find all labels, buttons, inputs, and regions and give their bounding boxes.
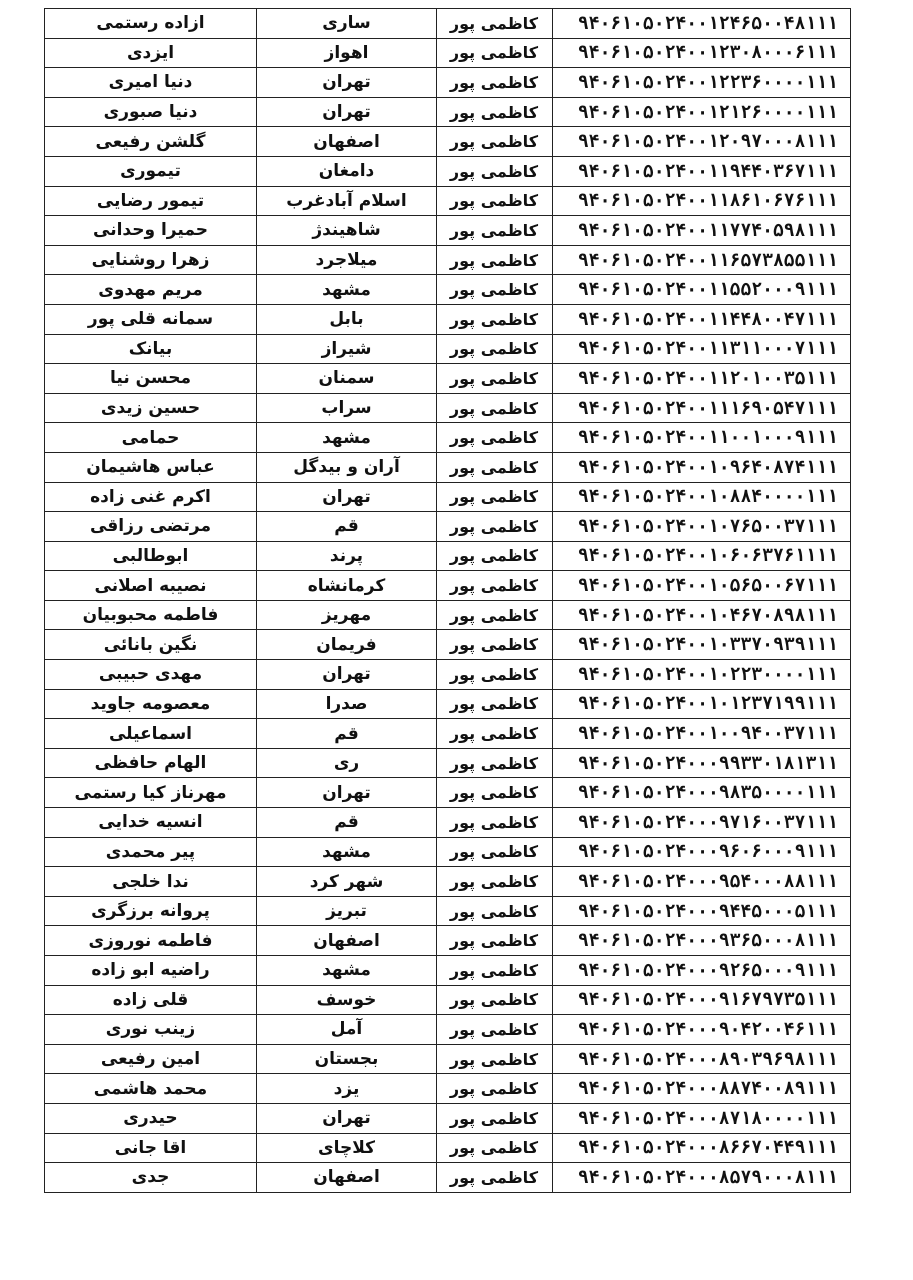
code-cell: ۹۴۰۶۱۰۵۰۲۴۰۰۱۱۱۶۹۰۵۴۷۱۱۱ — [553, 393, 851, 423]
first-name-cell: راضیه ابو زاده — [45, 956, 257, 986]
city-cell: بابل — [257, 304, 437, 334]
table-row — [45, 541, 851, 571]
code-cell: ۹۴۰۶۱۰۵۰۲۴۰۰۱۰۸۸۴۰۰۰۰۱۱۱ — [553, 482, 851, 512]
first-name-cell: حیدری — [45, 1103, 257, 1133]
last-name-cell: کاظمی پور — [437, 304, 553, 334]
first-name-cell: مهرناز کیا رستمی — [45, 778, 257, 808]
city-cell: شیراز — [257, 334, 437, 364]
first-name-cell: دنیا امیری — [45, 68, 257, 98]
city-cell: آران و بیدگل — [257, 452, 437, 482]
first-name-cell: گلشن رفیعی — [45, 127, 257, 157]
code-cell: ۹۴۰۶۱۰۵۰۲۴۰۰۰۹۰۴۲۰۰۴۶۱۱۱ — [553, 1015, 851, 1045]
city-cell: یزد — [257, 1074, 437, 1104]
first-name-cell: نگین بانائی — [45, 630, 257, 660]
first-name-cell: زینب نوری — [45, 1015, 257, 1045]
last-name-cell: کاظمی پور — [437, 1015, 553, 1045]
last-name-cell: کاظمی پور — [437, 186, 553, 216]
code-cell: ۹۴۰۶۱۰۵۰۲۴۰۰۰۹۶۰۶۰۰۰۹۱۱۱ — [553, 837, 851, 867]
code-cell: ۹۴۰۶۱۰۵۰۲۴۰۰۰۹۷۱۶۰۰۳۷۱۱۱ — [553, 808, 851, 838]
city-cell: کرمانشاه — [257, 571, 437, 601]
code-cell: ۹۴۰۶۱۰۵۰۲۴۰۰۰۸۵۷۹۰۰۰۸۱۱۱ — [553, 1163, 851, 1193]
city-cell: سمنان — [257, 364, 437, 394]
last-name-cell: کاظمی پور — [437, 748, 553, 778]
first-name-cell: الهام حافظی — [45, 748, 257, 778]
city-cell: خوسف — [257, 985, 437, 1015]
last-name-cell: کاظمی پور — [437, 512, 553, 542]
first-name-cell: ابوطالبی — [45, 541, 257, 571]
city-cell: اسلام آبادغرب — [257, 186, 437, 216]
city-cell: صدرا — [257, 689, 437, 719]
last-name-cell: کاظمی پور — [437, 1074, 553, 1104]
first-name-cell: زهرا روشنایی — [45, 245, 257, 275]
last-name-cell: کاظمی پور — [437, 1133, 553, 1163]
last-name-cell: کاظمی پور — [437, 364, 553, 394]
city-cell: شاهیندژ — [257, 216, 437, 246]
city-cell: تهران — [257, 482, 437, 512]
city-cell: کلاچای — [257, 1133, 437, 1163]
code-cell: ۹۴۰۶۱۰۵۰۲۴۰۰۰۸۷۱۸۰۰۰۰۱۱۱ — [553, 1103, 851, 1133]
table-row — [45, 452, 851, 482]
first-name-cell: اقا جانی — [45, 1133, 257, 1163]
city-cell: اصفهان — [257, 127, 437, 157]
table-row — [45, 1133, 851, 1163]
first-name-cell: عباس هاشیمان — [45, 452, 257, 482]
city-cell: قم — [257, 512, 437, 542]
code-cell: ۹۴۰۶۱۰۵۰۲۴۰۰۱۲۴۶۵۰۰۴۸۱۱۱ — [553, 9, 851, 39]
code-cell: ۹۴۰۶۱۰۵۰۲۴۰۰۱۰۳۳۷۰۹۳۹۱۱۱ — [553, 630, 851, 660]
city-cell: ساری — [257, 9, 437, 39]
last-name-cell: کاظمی پور — [437, 541, 553, 571]
last-name-cell: کاظمی پور — [437, 571, 553, 601]
code-cell: ۹۴۰۶۱۰۵۰۲۴۰۰۱۲۰۹۷۰۰۰۸۱۱۱ — [553, 127, 851, 157]
table-row — [45, 926, 851, 956]
city-cell: تهران — [257, 97, 437, 127]
first-name-cell: مهدی حبیبی — [45, 660, 257, 690]
code-cell: ۹۴۰۶۱۰۵۰۲۴۰۰۱۰۱۲۳۷۱۹۹۱۱۱ — [553, 689, 851, 719]
first-name-cell: حمامی — [45, 423, 257, 453]
city-cell: قم — [257, 719, 437, 749]
code-cell: ۹۴۰۶۱۰۵۰۲۴۰۰۰۹۱۶۷۹۷۳۵۱۱۱ — [553, 985, 851, 1015]
first-name-cell: نصیبه اصلانی — [45, 571, 257, 601]
city-cell: فریمان — [257, 630, 437, 660]
table-row — [45, 245, 851, 275]
table-row — [45, 600, 851, 630]
code-cell: ۹۴۰۶۱۰۵۰۲۴۰۰۱۱۳۱۱۰۰۰۷۱۱۱ — [553, 334, 851, 364]
last-name-cell: کاظمی پور — [437, 245, 553, 275]
code-cell: ۹۴۰۶۱۰۵۰۲۴۰۰۱۲۳۰۸۰۰۰۶۱۱۱ — [553, 38, 851, 68]
table-row — [45, 1163, 851, 1193]
city-cell: تبریز — [257, 896, 437, 926]
table-row — [45, 186, 851, 216]
code-cell: ۹۴۰۶۱۰۵۰۲۴۰۰۱۰۵۶۵۰۰۶۷۱۱۱ — [553, 571, 851, 601]
first-name-cell: پروانه برزگری — [45, 896, 257, 926]
city-cell: مشهد — [257, 275, 437, 305]
table-row — [45, 423, 851, 453]
table-row — [45, 9, 851, 39]
data-table — [44, 8, 851, 1193]
first-name-cell: معصومه جاوید — [45, 689, 257, 719]
last-name-cell: کاظمی پور — [437, 423, 553, 453]
table-row — [45, 660, 851, 690]
first-name-cell: بیانک — [45, 334, 257, 364]
last-name-cell: کاظمی پور — [437, 393, 553, 423]
city-cell: بجستان — [257, 1044, 437, 1074]
table-row — [45, 68, 851, 98]
last-name-cell: کاظمی پور — [437, 956, 553, 986]
table-row — [45, 1015, 851, 1045]
first-name-cell: پیر محمدی — [45, 837, 257, 867]
last-name-cell: کاظمی پور — [437, 1103, 553, 1133]
last-name-cell: کاظمی پور — [437, 808, 553, 838]
last-name-cell: کاظمی پور — [437, 600, 553, 630]
code-cell: ۹۴۰۶۱۰۵۰۲۴۰۰۱۰۶۰۶۳۷۶۱۱۱۱ — [553, 541, 851, 571]
last-name-cell: کاظمی پور — [437, 97, 553, 127]
city-cell: قم — [257, 808, 437, 838]
code-cell: ۹۴۰۶۱۰۵۰۲۴۰۰۰۹۹۳۳۰۱۸۱۳۱۱ — [553, 748, 851, 778]
table-row — [45, 689, 851, 719]
first-name-cell: ایزدی — [45, 38, 257, 68]
city-cell: شهر کرد — [257, 867, 437, 897]
first-name-cell: اکرم غنی زاده — [45, 482, 257, 512]
code-cell: ۹۴۰۶۱۰۵۰۲۴۰۰۰۸۸۷۴۰۰۸۹۱۱۱ — [553, 1074, 851, 1104]
table-row — [45, 719, 851, 749]
first-name-cell: سمانه قلی پور — [45, 304, 257, 334]
table-row — [45, 896, 851, 926]
code-cell: ۹۴۰۶۱۰۵۰۲۴۰۰۱۱۴۴۸۰۰۴۷۱۱۱ — [553, 304, 851, 334]
city-cell: پرند — [257, 541, 437, 571]
last-name-cell: کاظمی پور — [437, 334, 553, 364]
code-cell: ۹۴۰۶۱۰۵۰۲۴۰۰۱۱۶۵۷۳۸۵۵۱۱۱ — [553, 245, 851, 275]
table-row — [45, 38, 851, 68]
code-cell: ۹۴۰۶۱۰۵۰۲۴۰۰۱۱۰۰۱۰۰۰۹۱۱۱ — [553, 423, 851, 453]
first-name-cell: فاطمه محبوبیان — [45, 600, 257, 630]
document-sheet — [44, 8, 850, 1193]
last-name-cell: کاظمی پور — [437, 1044, 553, 1074]
first-name-cell: حسین زیدی — [45, 393, 257, 423]
city-cell: مشهد — [257, 956, 437, 986]
code-cell: ۹۴۰۶۱۰۵۰۲۴۰۰۰۹۳۶۵۰۰۰۸۱۱۱ — [553, 926, 851, 956]
first-name-cell: دنیا صبوری — [45, 97, 257, 127]
last-name-cell: کاظمی پور — [437, 1163, 553, 1193]
city-cell: اهواز — [257, 38, 437, 68]
first-name-cell: قلی زاده — [45, 985, 257, 1015]
last-name-cell: کاظمی پور — [437, 867, 553, 897]
first-name-cell: فاطمه نوروزی — [45, 926, 257, 956]
last-name-cell: کاظمی پور — [437, 216, 553, 246]
first-name-cell: تیمور رضایی — [45, 186, 257, 216]
city-cell: مشهد — [257, 423, 437, 453]
code-cell: ۹۴۰۶۱۰۵۰۲۴۰۰۱۱۷۷۴۰۵۹۸۱۱۱ — [553, 216, 851, 246]
city-cell: آمل — [257, 1015, 437, 1045]
table-row — [45, 1044, 851, 1074]
table-body — [45, 9, 851, 1193]
first-name-cell: ندا خلجی — [45, 867, 257, 897]
last-name-cell: کاظمی پور — [437, 127, 553, 157]
code-cell: ۹۴۰۶۱۰۵۰۲۴۰۰۱۱۹۴۴۰۳۶۷۱۱۱ — [553, 156, 851, 186]
last-name-cell: کاظمی پور — [437, 68, 553, 98]
last-name-cell: کاظمی پور — [437, 275, 553, 305]
last-name-cell: کاظمی پور — [437, 778, 553, 808]
table-row — [45, 808, 851, 838]
first-name-cell: محمد هاشمی — [45, 1074, 257, 1104]
city-cell: دامغان — [257, 156, 437, 186]
code-cell: ۹۴۰۶۱۰۵۰۲۴۰۰۱۰۹۶۴۰۸۷۴۱۱۱ — [553, 452, 851, 482]
first-name-cell: محسن نیا — [45, 364, 257, 394]
table-row — [45, 571, 851, 601]
table-row — [45, 867, 851, 897]
city-cell: سراب — [257, 393, 437, 423]
code-cell: ۹۴۰۶۱۰۵۰۲۴۰۰۰۸۶۶۷۰۴۴۹۱۱۱ — [553, 1133, 851, 1163]
city-cell: تهران — [257, 660, 437, 690]
last-name-cell: کاظمی پور — [437, 9, 553, 39]
table-row — [45, 127, 851, 157]
table-row — [45, 393, 851, 423]
last-name-cell: کاظمی پور — [437, 985, 553, 1015]
city-cell: میلاجرد — [257, 245, 437, 275]
code-cell: ۹۴۰۶۱۰۵۰۲۴۰۰۱۲۲۳۶۰۰۰۰۱۱۱ — [553, 68, 851, 98]
code-cell: ۹۴۰۶۱۰۵۰۲۴۰۰۰۹۵۴۰۰۰۸۸۱۱۱ — [553, 867, 851, 897]
last-name-cell: کاظمی پور — [437, 38, 553, 68]
code-cell: ۹۴۰۶۱۰۵۰۲۴۰۰۱۱۲۰۱۰۰۳۵۱۱۱ — [553, 364, 851, 394]
table-row — [45, 778, 851, 808]
code-cell: ۹۴۰۶۱۰۵۰۲۴۰۰۰۹۲۶۵۰۰۰۹۱۱۱ — [553, 956, 851, 986]
table-row — [45, 275, 851, 305]
city-cell: تهران — [257, 68, 437, 98]
table-row — [45, 156, 851, 186]
last-name-cell: کاظمی پور — [437, 689, 553, 719]
first-name-cell: انسیه خدایی — [45, 808, 257, 838]
last-name-cell: کاظمی پور — [437, 926, 553, 956]
table-row — [45, 216, 851, 246]
table-row — [45, 334, 851, 364]
table-row — [45, 512, 851, 542]
table-row — [45, 837, 851, 867]
first-name-cell: مرتضی رزاقی — [45, 512, 257, 542]
code-cell: ۹۴۰۶۱۰۵۰۲۴۰۰۱۱۸۶۱۰۶۷۶۱۱۱ — [553, 186, 851, 216]
code-cell: ۹۴۰۶۱۰۵۰۲۴۰۰۱۰۷۶۵۰۰۳۷۱۱۱ — [553, 512, 851, 542]
code-cell: ۹۴۰۶۱۰۵۰۲۴۰۰۱۲۱۲۶۰۰۰۰۱۱۱ — [553, 97, 851, 127]
table-row — [45, 97, 851, 127]
last-name-cell: کاظمی پور — [437, 630, 553, 660]
last-name-cell: کاظمی پور — [437, 719, 553, 749]
first-name-cell: ازاده رستمی — [45, 9, 257, 39]
first-name-cell: امین رفیعی — [45, 1044, 257, 1074]
first-name-cell: اسماعیلی — [45, 719, 257, 749]
code-cell: ۹۴۰۶۱۰۵۰۲۴۰۰۱۰۴۶۷۰۸۹۸۱۱۱ — [553, 600, 851, 630]
last-name-cell: کاظمی پور — [437, 482, 553, 512]
first-name-cell: تیموری — [45, 156, 257, 186]
code-cell: ۹۴۰۶۱۰۵۰۲۴۰۰۱۰۲۲۳۰۰۰۰۱۱۱ — [553, 660, 851, 690]
table-row — [45, 985, 851, 1015]
city-cell: مهریز — [257, 600, 437, 630]
code-cell: ۹۴۰۶۱۰۵۰۲۴۰۰۰۹۸۳۵۰۰۰۰۱۱۱ — [553, 778, 851, 808]
city-cell: اصفهان — [257, 1163, 437, 1193]
code-cell: ۹۴۰۶۱۰۵۰۲۴۰۰۰۸۹۰۳۹۶۹۸۱۱۱ — [553, 1044, 851, 1074]
city-cell: ری — [257, 748, 437, 778]
first-name-cell: مریم مهدوی — [45, 275, 257, 305]
table-row — [45, 482, 851, 512]
table-row — [45, 1103, 851, 1133]
table-row — [45, 956, 851, 986]
table-row — [45, 1074, 851, 1104]
first-name-cell: حمیرا وحدانی — [45, 216, 257, 246]
table-row — [45, 364, 851, 394]
city-cell: اصفهان — [257, 926, 437, 956]
city-cell: مشهد — [257, 837, 437, 867]
first-name-cell: جدی — [45, 1163, 257, 1193]
last-name-cell: کاظمی پور — [437, 156, 553, 186]
city-cell: تهران — [257, 778, 437, 808]
last-name-cell: کاظمی پور — [437, 896, 553, 926]
last-name-cell: کاظمی پور — [437, 660, 553, 690]
last-name-cell: کاظمی پور — [437, 837, 553, 867]
code-cell: ۹۴۰۶۱۰۵۰۲۴۰۰۰۹۴۴۵۰۰۰۵۱۱۱ — [553, 896, 851, 926]
last-name-cell: کاظمی پور — [437, 452, 553, 482]
table-row — [45, 748, 851, 778]
table-row — [45, 304, 851, 334]
table-row — [45, 630, 851, 660]
code-cell: ۹۴۰۶۱۰۵۰۲۴۰۰۱۱۵۵۲۰۰۰۹۱۱۱ — [553, 275, 851, 305]
city-cell: تهران — [257, 1103, 437, 1133]
code-cell: ۹۴۰۶۱۰۵۰۲۴۰۰۱۰۰۹۴۰۰۳۷۱۱۱ — [553, 719, 851, 749]
